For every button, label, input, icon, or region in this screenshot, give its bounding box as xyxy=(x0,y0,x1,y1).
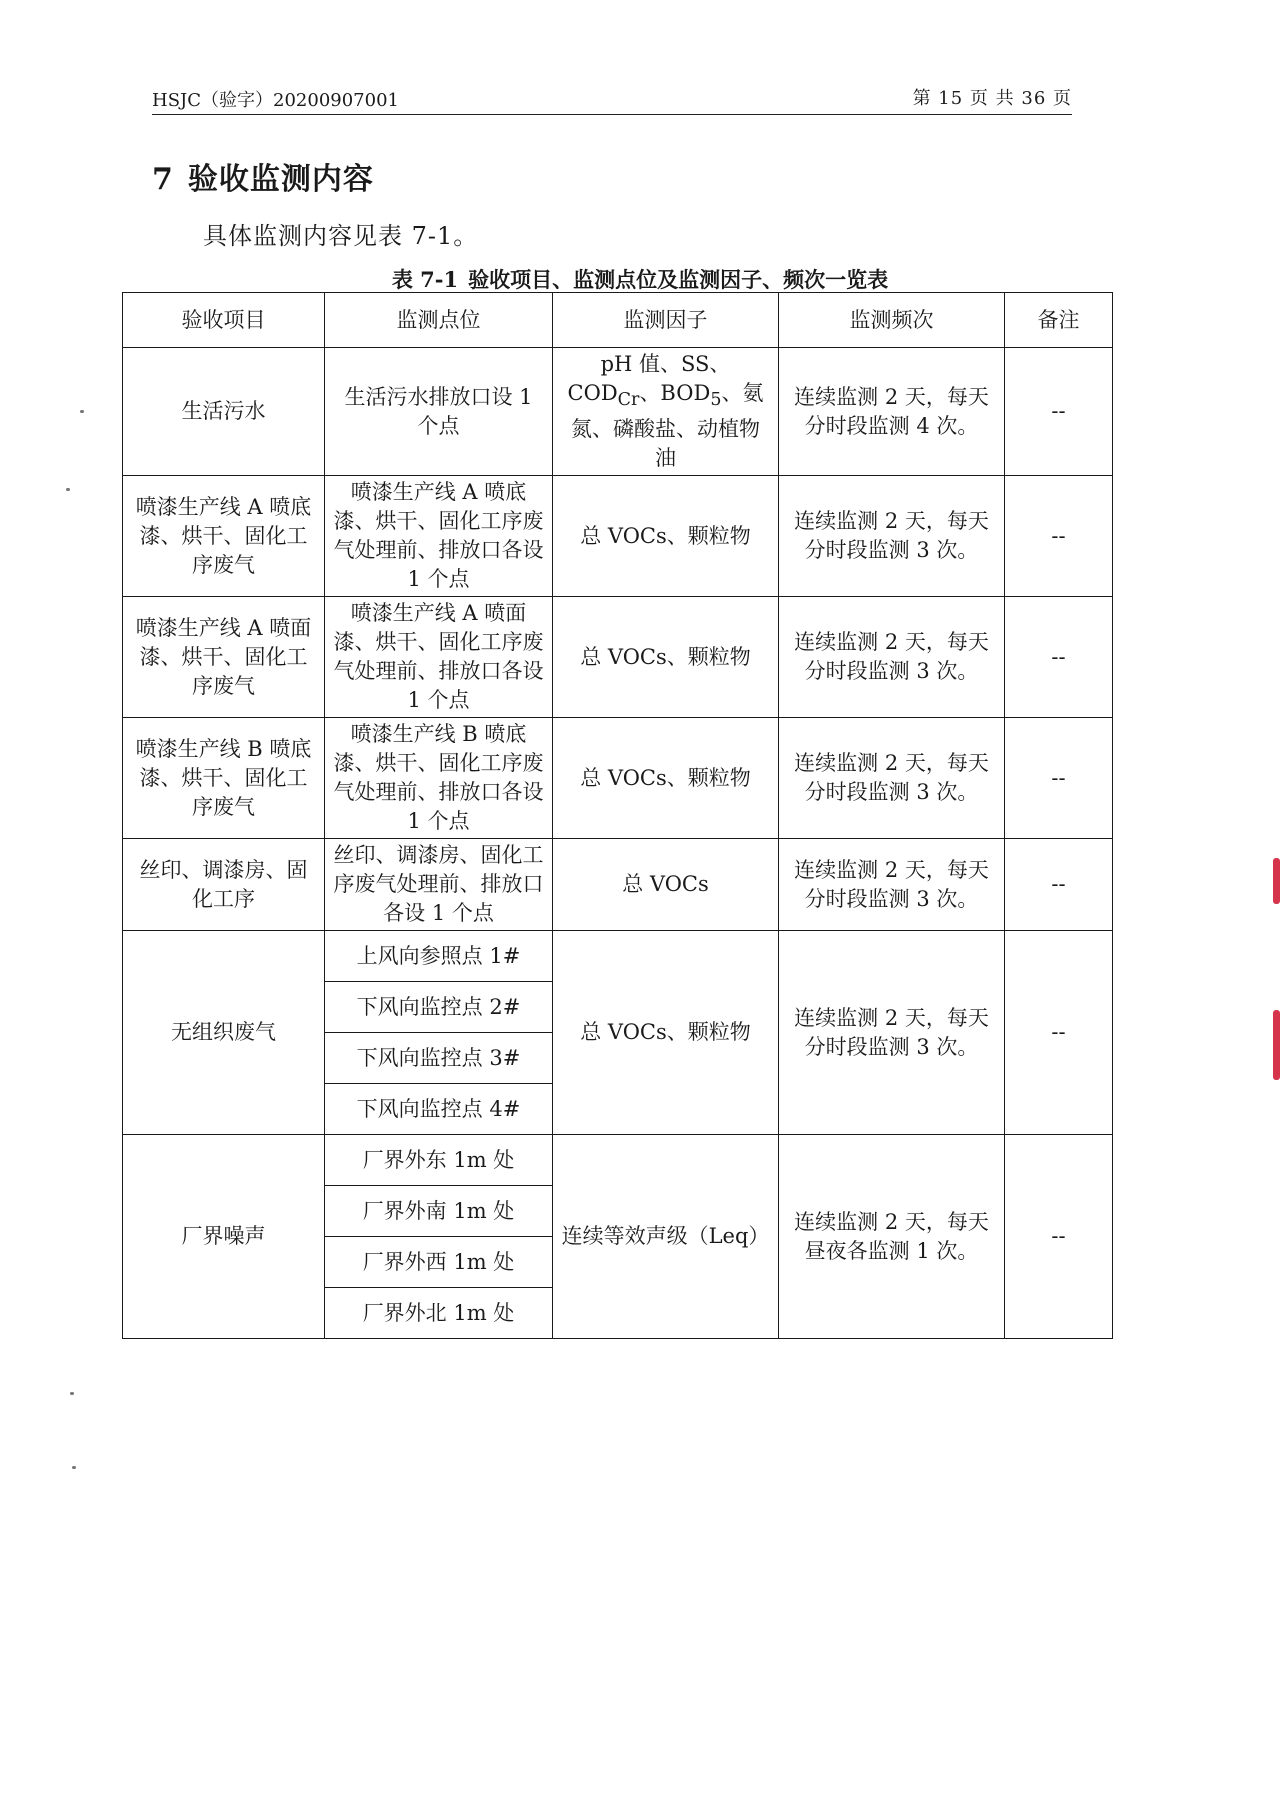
header-monitoring-factor: 监测因子 xyxy=(553,293,779,348)
monitoring-table xyxy=(122,292,1113,1339)
scan-speck xyxy=(72,1466,76,1469)
scan-speck xyxy=(66,488,70,491)
cell-frequency: 连续监测 2 天，每天昼夜各监测 1 次。 xyxy=(779,1135,1005,1339)
header-monitoring-point: 监测点位 xyxy=(325,293,553,348)
cell-factors: 总 VOCs、颗粒物 xyxy=(553,476,779,597)
table-row xyxy=(123,476,1113,597)
cell-remark: -- xyxy=(1005,597,1113,718)
cell-factors: 总 VOCs xyxy=(553,839,779,931)
header-remark: 备注 xyxy=(1005,293,1113,348)
cell-point: 下风向监控点 2# xyxy=(325,982,553,1033)
cell-remark: -- xyxy=(1005,931,1113,1135)
page-header xyxy=(152,86,1072,115)
cell-remark: -- xyxy=(1005,1135,1113,1339)
section-number: 7 xyxy=(152,162,174,197)
cell-point: 下风向监控点 3# xyxy=(325,1033,553,1084)
cell-point: 厂界外东 1m 处 xyxy=(325,1135,553,1186)
table-row xyxy=(123,597,1113,718)
factor-text: pH 值、SS、COD xyxy=(567,352,731,405)
cell-frequency: 连续监测 2 天，每天分时段监测 3 次。 xyxy=(779,839,1005,931)
header-monitoring-frequency: 监测频次 xyxy=(779,293,1005,348)
section-heading xyxy=(152,154,374,198)
scan-speck xyxy=(70,1392,74,1395)
cell-frequency: 连续监测 2 天，每天分时段监测 3 次。 xyxy=(779,597,1005,718)
cell-point: 下风向监控点 4# xyxy=(325,1084,553,1135)
cell-frequency: 连续监测 2 天，每天分时段监测 3 次。 xyxy=(779,931,1005,1135)
cell-item: 喷漆生产线 A 喷底漆、烘干、固化工序废气 xyxy=(123,476,325,597)
cell-frequency: 连续监测 2 天，每天分时段监测 4 次。 xyxy=(779,348,1005,476)
cell-frequency: 连续监测 2 天，每天分时段监测 3 次。 xyxy=(779,718,1005,839)
intro-paragraph: 具体监测内容见表 7-1。 xyxy=(203,222,479,250)
page-number-info: 第 15 页 共 36 页 xyxy=(912,88,1072,109)
section-title: 验收监测内容 xyxy=(187,162,374,197)
document-code: HSJC（验字）20200907001 xyxy=(152,90,399,111)
table-header-row xyxy=(123,293,1113,348)
cell-item: 无组织废气 xyxy=(123,931,325,1135)
header-acceptance-item: 验收项目 xyxy=(123,293,325,348)
factor-text: 、氨氮、磷酸盐、动植物油 xyxy=(571,381,764,471)
table-row xyxy=(123,839,1113,931)
cell-factors: 总 VOCs、颗粒物 xyxy=(553,931,779,1135)
factor-subscript: Cr xyxy=(617,390,640,411)
cell-factors xyxy=(553,348,779,476)
table-row xyxy=(123,718,1113,839)
cell-points: 丝印、调漆房、固化工序废气处理前、排放口各设 1 个点 xyxy=(325,839,553,931)
cell-item: 丝印、调漆房、固化工序 xyxy=(123,839,325,931)
cell-factors: 总 VOCs、颗粒物 xyxy=(553,597,779,718)
red-edge-mark xyxy=(1273,1010,1280,1080)
cell-points: 喷漆生产线 A 喷面漆、烘干、固化工序废气处理前、排放口各设 1 个点 xyxy=(325,597,553,718)
cell-item: 厂界噪声 xyxy=(123,1135,325,1339)
cell-point: 厂界外南 1m 处 xyxy=(325,1186,553,1237)
cell-remark: -- xyxy=(1005,839,1113,931)
cell-remark: -- xyxy=(1005,476,1113,597)
red-edge-mark xyxy=(1273,858,1280,904)
table-row xyxy=(123,348,1113,476)
cell-point: 厂界外西 1m 处 xyxy=(325,1237,553,1288)
factor-text: 、BOD xyxy=(639,381,711,405)
cell-factors: 连续等效声级（Leq） xyxy=(553,1135,779,1339)
cell-points: 生活污水排放口设 1 个点 xyxy=(325,348,553,476)
cell-remark: -- xyxy=(1005,348,1113,476)
table-caption xyxy=(0,264,1280,294)
cell-point: 厂界外北 1m 处 xyxy=(325,1288,553,1339)
cell-item: 喷漆生产线 A 喷面漆、烘干、固化工序废气 xyxy=(123,597,325,718)
cell-factors: 总 VOCs、颗粒物 xyxy=(553,718,779,839)
table-caption-number: 表 7-1 xyxy=(391,267,459,292)
table-row-fugitive xyxy=(123,931,1113,982)
cell-item: 生活污水 xyxy=(123,348,325,476)
cell-remark: -- xyxy=(1005,718,1113,839)
cell-points: 喷漆生产线 A 喷底漆、烘干、固化工序废气处理前、排放口各设 1 个点 xyxy=(325,476,553,597)
cell-points: 喷漆生产线 B 喷底漆、烘干、固化工序废气处理前、排放口各设 1 个点 xyxy=(325,718,553,839)
cell-item: 喷漆生产线 B 喷底漆、烘干、固化工序废气 xyxy=(123,718,325,839)
cell-frequency: 连续监测 2 天，每天分时段监测 3 次。 xyxy=(779,476,1005,597)
table-caption-title: 验收项目、监测点位及监测因子、频次一览表 xyxy=(468,267,889,292)
factor-subscript: 5 xyxy=(710,390,722,411)
scan-speck xyxy=(80,410,84,413)
table-row-noise xyxy=(123,1135,1113,1186)
cell-point: 上风向参照点 1# xyxy=(325,931,553,982)
